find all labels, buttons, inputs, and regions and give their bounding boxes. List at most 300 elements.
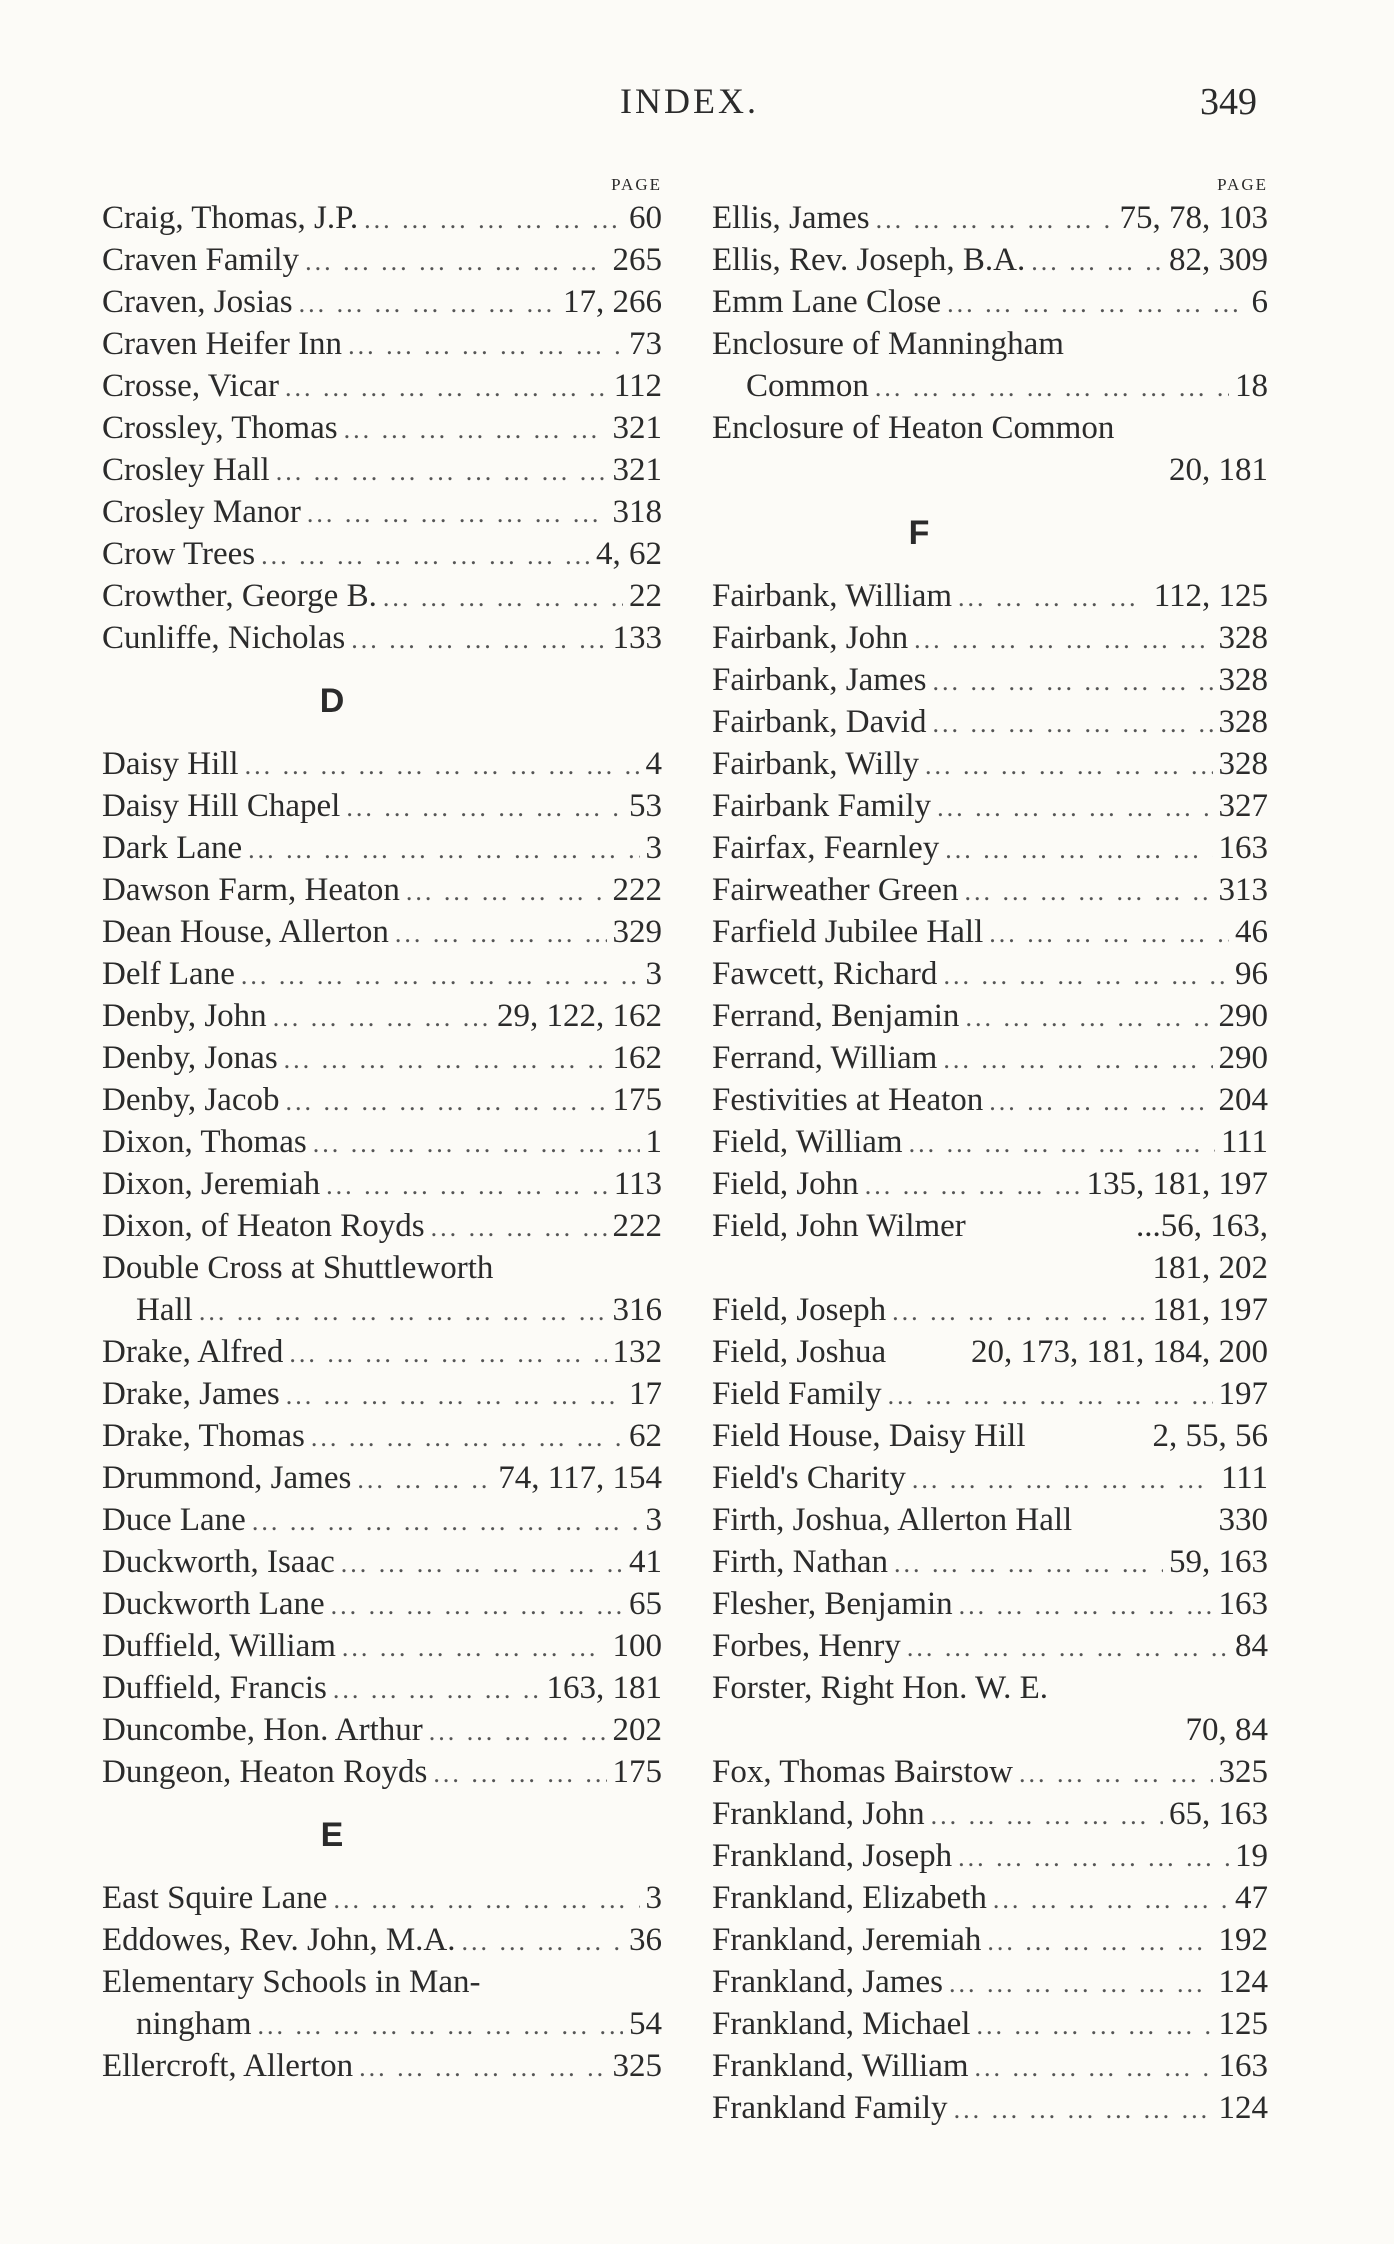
- leader-dots: [931, 1795, 1163, 1837]
- index-entry: [712, 1625, 1268, 1667]
- entry-pages: 17: [629, 1376, 662, 1412]
- index-entry: [712, 1079, 1268, 1121]
- index-entry: [102, 869, 662, 911]
- entry-pages: 135, 181, 197: [1086, 1166, 1268, 1202]
- entry-pages: 163, 181: [546, 1670, 662, 1706]
- leader-dots: [954, 2089, 1213, 2131]
- leader-dots: [894, 1543, 1163, 1585]
- entry-pages: 36: [629, 1922, 662, 1958]
- entry-name: Frankland, John: [712, 1796, 925, 1832]
- entry-pages: 163: [1218, 830, 1268, 866]
- entry-name: Drake, James: [102, 1376, 280, 1412]
- leader-dots: [989, 913, 1229, 955]
- entry-pages: 328: [1218, 746, 1268, 782]
- entry-pages: 46: [1235, 914, 1268, 950]
- entry-name: East Squire Lane: [102, 1880, 328, 1916]
- index-entry: [102, 1079, 662, 1121]
- entry-name: Ellercroft, Allerton: [102, 2048, 354, 2084]
- leader-dots: [261, 535, 590, 577]
- entry-pages: 4, 62: [596, 536, 662, 572]
- index-entry: [712, 1835, 1268, 1877]
- index-entry: [102, 1541, 662, 1583]
- index-entry-line: [102, 1961, 662, 2003]
- entry-pages: 175: [612, 1082, 662, 1118]
- index-entry-line: Enclosure of Heaton Common: [712, 410, 1115, 446]
- entry-name: Field, John Wilmer: [712, 1208, 966, 1244]
- index-entry: [712, 2045, 1268, 2087]
- entry-pages: 3: [645, 1880, 662, 1916]
- entry-name: Craven Heifer Inn: [102, 326, 343, 362]
- entry-name: Field, Joshua: [712, 1334, 887, 1370]
- index-entry: [102, 743, 662, 785]
- index-entry: [712, 1331, 1268, 1373]
- leader-dots: [333, 1879, 639, 1921]
- entry-name: Eddowes, Rev. John, M.A.: [102, 1922, 456, 1958]
- index-entry: [712, 995, 1268, 1037]
- entry-name: Denby, John: [102, 998, 267, 1034]
- entry-pages: 318: [612, 494, 662, 530]
- entry-name: Duckworth Lane: [102, 1586, 325, 1622]
- leader-dots: [912, 1459, 1215, 1501]
- entry-name: Ellis, James: [712, 200, 870, 236]
- entry-pages: 163: [1218, 1586, 1268, 1622]
- entry-pages: 162: [612, 1040, 662, 1076]
- entry-name: Delf Lane: [102, 956, 235, 992]
- entry-name: Frankland, Joseph: [712, 1838, 953, 1874]
- index-entry: [102, 365, 662, 407]
- leader-dots: [925, 745, 1212, 787]
- index-entry-line: Forster, Right Hon. W. E.: [712, 1670, 1049, 1706]
- entry-name: Fairbank, James: [712, 662, 927, 698]
- entry-pages: 3: [645, 830, 662, 866]
- right-column: [712, 173, 1268, 2129]
- leader-dots: [429, 1711, 607, 1753]
- entry-name: Ellis, Rev. Joseph, B.A.: [712, 242, 1026, 278]
- index-entry: [712, 1163, 1268, 1205]
- leader-dots: [248, 829, 639, 871]
- entry-name: Daisy Hill: [102, 746, 239, 782]
- entry-pages: 20, 173, 181, 184, 200: [971, 1334, 1268, 1370]
- index-entry: [102, 323, 662, 365]
- leader-dots: [943, 955, 1229, 997]
- entry-pages: 132: [612, 1334, 662, 1370]
- entry-name: Firth, Nathan: [712, 1544, 888, 1580]
- leader-dots: [937, 787, 1212, 829]
- page-column-label: PAGE: [1217, 175, 1268, 194]
- entry-pages: 125: [1218, 2006, 1268, 2042]
- index-entry: [102, 1163, 662, 1205]
- leader-dots: [333, 1669, 541, 1711]
- entry-name: Dark Lane: [102, 830, 243, 866]
- index-entry: [102, 1499, 662, 1541]
- entry-pages: 82, 309: [1169, 242, 1268, 278]
- leader-dots: [307, 493, 607, 535]
- entry-pages: 18: [1235, 368, 1268, 404]
- entry-pages: 192: [1218, 1922, 1268, 1958]
- leader-dots: [406, 871, 607, 913]
- index-entry: [712, 785, 1268, 827]
- entry-pages: 329: [612, 914, 662, 950]
- entry-pages: 321: [612, 410, 662, 446]
- entry-pages: 84: [1235, 1628, 1268, 1664]
- index-entry: [712, 2087, 1268, 2129]
- entry-name: Fairbank, William: [712, 578, 953, 614]
- index-entry: [712, 1961, 1268, 2003]
- page-column-label: PAGE: [611, 175, 662, 194]
- leader-dots: [351, 619, 606, 661]
- leader-dots: [359, 2047, 606, 2089]
- index-entry: [712, 701, 1268, 743]
- index-entry: [712, 1793, 1268, 1835]
- entry-pages: 181, 202: [1152, 1250, 1268, 1286]
- entry-pages: 65: [629, 1586, 662, 1622]
- entry-pages: 124: [1218, 2090, 1268, 2126]
- entry-pages: 112, 125: [1153, 578, 1268, 614]
- entry-pages: 124: [1218, 1964, 1268, 2000]
- entry-pages: 202: [612, 1712, 662, 1748]
- index-entry-line: Double Cross at Shuttleworth: [102, 1250, 494, 1286]
- index-entry: [102, 1709, 662, 1751]
- entry-name: Ferrand, Benjamin: [712, 998, 960, 1034]
- index-entry: [102, 2045, 662, 2087]
- entry-name: Fairbank Family: [712, 788, 932, 824]
- entry-name: Frankland, Michael: [712, 2006, 971, 2042]
- index-entry: [102, 1037, 662, 1079]
- index-entry: [102, 281, 662, 323]
- index-entry: [712, 1499, 1268, 1541]
- leader-dots: [907, 1627, 1229, 1669]
- entry-pages: 6: [1251, 284, 1268, 320]
- entry-pages: 113: [613, 1166, 662, 1202]
- index-entry: [102, 1583, 662, 1625]
- index-entry: [102, 1331, 662, 1373]
- entry-name: Field's Charity: [712, 1460, 906, 1496]
- index-entry: [712, 575, 1268, 617]
- leader-dots: [876, 199, 1114, 241]
- entry-pages: 70, 84: [1185, 1712, 1268, 1748]
- index-entry: [102, 1457, 662, 1499]
- index-entry: [712, 365, 1268, 407]
- entry-text: Elementary Schools in Man-: [102, 1964, 481, 2000]
- entry-pages: 328: [1218, 620, 1268, 656]
- entry-name: Dungeon, Heaton Royds: [102, 1754, 428, 1790]
- entry-name: Field, Joseph: [712, 1292, 887, 1328]
- entry-name: Flesher, Benjamin: [712, 1586, 953, 1622]
- entry-name: ningham: [136, 2006, 252, 2042]
- page-title: INDEX.: [620, 81, 759, 121]
- index-entry: [712, 2003, 1268, 2045]
- entry-pages: 29, 122, 162: [497, 998, 662, 1034]
- index-entry: [102, 1667, 662, 1709]
- entry-pages: 60: [629, 200, 662, 236]
- index-entry: [712, 1289, 1268, 1331]
- entry-pages: 4: [645, 746, 662, 782]
- leader-dots: [875, 367, 1229, 409]
- entry-name: Ferrand, William: [712, 1040, 938, 1076]
- entry-name: Crosley Hall: [102, 452, 270, 488]
- leader-dots: [241, 955, 640, 997]
- entry-name: Fairweather Green: [712, 872, 959, 908]
- leader-dots: [987, 1921, 1212, 1963]
- entry-pages: 2, 55, 56: [1152, 1418, 1268, 1454]
- leader-dots: [976, 2005, 1212, 2047]
- index-entry: [102, 1919, 662, 1961]
- running-head: [0, 80, 1394, 130]
- leader-dots: [1019, 1753, 1213, 1795]
- index-entry: [102, 491, 662, 533]
- leader-dots: [989, 1081, 1212, 1123]
- leader-dots: [975, 2047, 1213, 2089]
- index-entry: [712, 1457, 1268, 1499]
- index-entry: [102, 2003, 662, 2045]
- entry-name: Frankland, Elizabeth: [712, 1880, 987, 1916]
- section-letter-e: E: [320, 1816, 344, 1854]
- entry-name: Dean House, Allerton: [102, 914, 389, 950]
- index-entry: [102, 239, 662, 281]
- entry-pages: 22: [629, 578, 662, 614]
- leader-dots: [257, 2005, 623, 2047]
- leader-dots: [431, 1207, 607, 1249]
- leader-dots: [252, 1501, 640, 1543]
- entry-name: Common: [746, 368, 869, 404]
- entry-pages: 290: [1218, 1040, 1268, 1076]
- leader-dots: [313, 1123, 640, 1165]
- leader-dots: [949, 1963, 1213, 2005]
- entry-name: Fairfax, Fearnley: [712, 830, 940, 866]
- leader-dots: [305, 241, 606, 283]
- index-entry: [712, 659, 1268, 701]
- leader-dots: [342, 1627, 607, 1669]
- index-entry: [712, 1877, 1268, 1919]
- leader-dots: [285, 1081, 606, 1123]
- leader-dots: [284, 1039, 607, 1081]
- entry-name: Dawson Farm, Heaton: [102, 872, 400, 908]
- entry-pages: 74, 117, 154: [498, 1460, 662, 1496]
- index-entry: [712, 1037, 1268, 1079]
- entry-name: Duffield, Francis: [102, 1670, 327, 1706]
- leader-dots: [462, 1921, 623, 1963]
- entry-pages: 327: [1218, 788, 1268, 824]
- leader-dots: [299, 283, 557, 325]
- entry-pages: 59, 163: [1169, 1544, 1268, 1580]
- index-entry: [712, 281, 1268, 323]
- entry-pages: 181, 197: [1152, 1292, 1268, 1328]
- entry-name: Drummond, James: [102, 1460, 352, 1496]
- leader-dots: [344, 409, 607, 451]
- index-entry: [712, 1919, 1268, 1961]
- index-entry: [102, 449, 662, 491]
- entry-name: Fawcett, Richard: [712, 956, 938, 992]
- leader-dots: [965, 997, 1212, 1039]
- leader-dots: [273, 997, 491, 1039]
- entry-name: Crossley, Thomas: [102, 410, 338, 446]
- index-entry: [712, 1541, 1268, 1583]
- entry-pages: ...56, 163,: [1136, 1208, 1268, 1244]
- entry-pages: 321: [612, 452, 662, 488]
- entry-name: Forbes, Henry: [712, 1628, 901, 1664]
- page-number: 349: [1200, 81, 1257, 123]
- index-entry: [102, 575, 662, 617]
- leader-dots: [865, 1165, 1081, 1207]
- leader-dots: [959, 1585, 1213, 1627]
- entry-name: Duffield, William: [102, 1628, 336, 1664]
- entry-name: Fairbank, John: [712, 620, 909, 656]
- leader-dots: [311, 1417, 623, 1459]
- entry-name: Hall: [136, 1292, 193, 1328]
- entry-pages: 316: [612, 1292, 662, 1328]
- entry-name: Craven Family: [102, 242, 300, 278]
- entry-pages: 75, 78, 103: [1119, 200, 1268, 236]
- entry-pages: 163: [1218, 2048, 1268, 2084]
- entry-pages: 265: [612, 242, 662, 278]
- index-entry: [712, 617, 1268, 659]
- entry-pages: 204: [1218, 1082, 1268, 1118]
- leader-dots: [326, 1165, 608, 1207]
- entry-name: Emm Lane Close: [712, 284, 942, 320]
- index-entry: [712, 869, 1268, 911]
- index-entry: [102, 953, 662, 995]
- entry-pages: 313: [1218, 872, 1268, 908]
- entry-pages: 62: [629, 1418, 662, 1454]
- leader-dots: [289, 1333, 606, 1375]
- section-letter-f: F: [908, 514, 930, 552]
- index-entry: [102, 197, 662, 239]
- leader-dots: [993, 1879, 1229, 1921]
- entry-pages: 133: [612, 620, 662, 656]
- entry-name: Daisy Hill Chapel: [102, 788, 341, 824]
- leader-dots: [331, 1585, 623, 1627]
- index-entry: [102, 617, 662, 659]
- entry-name: Field Family: [712, 1376, 882, 1412]
- entry-pages: 328: [1218, 662, 1268, 698]
- entry-name: Field, William: [712, 1124, 903, 1160]
- leader-dots: [395, 913, 607, 955]
- entry-name: Craven, Josias: [102, 284, 293, 320]
- index-entry: [102, 1877, 662, 1919]
- entry-name: Duckworth, Isaac: [102, 1544, 335, 1580]
- leader-dots: [357, 1459, 492, 1501]
- entry-name: Cunliffe, Nicholas: [102, 620, 346, 656]
- entry-name: Crow Trees: [102, 536, 256, 572]
- leader-dots: [943, 1039, 1212, 1081]
- leader-dots: [958, 1837, 1229, 1879]
- leader-dots: [945, 829, 1212, 871]
- entry-pages: 96: [1235, 956, 1268, 992]
- entry-pages: 328: [1218, 704, 1268, 740]
- index-entry: [712, 743, 1268, 785]
- entry-name: Firth, Joshua, Allerton Hall: [712, 1502, 1073, 1538]
- index-entry: [712, 1121, 1268, 1163]
- index-entry-line: Enclosure of Manningham: [712, 326, 1064, 362]
- leader-dots: [888, 1375, 1213, 1417]
- leader-dots: [341, 1543, 623, 1585]
- left-column: [102, 173, 662, 2087]
- entry-pages: 17, 266: [563, 284, 662, 320]
- leader-dots: [1031, 241, 1163, 283]
- index-entry: [712, 239, 1268, 281]
- entry-name: Duncombe, Hon. Arthur: [102, 1712, 423, 1748]
- entry-name: Festivities at Heaton: [712, 1082, 984, 1118]
- index-entry: [712, 911, 1268, 953]
- entry-pages: 112: [613, 368, 662, 404]
- leader-dots: [199, 1291, 607, 1333]
- entry-name: Craig, Thomas, J.P.: [102, 200, 359, 236]
- index-entry: [102, 911, 662, 953]
- entry-name: Fairbank, David: [712, 704, 927, 740]
- entry-name: Dixon, Thomas: [102, 1124, 307, 1160]
- index-entry: [102, 1415, 662, 1457]
- entry-name: Crosse, Vicar: [102, 368, 280, 404]
- entry-pages: 325: [1218, 1754, 1268, 1790]
- index-entry: [102, 1625, 662, 1667]
- index-entry: [102, 1373, 662, 1415]
- entry-pages: 290: [1218, 998, 1268, 1034]
- entry-pages: 111: [1220, 1460, 1268, 1496]
- leader-dots: [892, 1291, 1146, 1333]
- index-entry: [102, 827, 662, 869]
- leader-dots: [914, 619, 1212, 661]
- entry-pages: 73: [629, 326, 662, 362]
- entry-name: Frankland Family: [712, 2090, 948, 2126]
- entry-name: Denby, Jacob: [102, 1082, 280, 1118]
- entry-pages: 111: [1220, 1124, 1268, 1160]
- leader-dots: [964, 871, 1212, 913]
- entry-name: Frankland, James: [712, 1964, 943, 2000]
- entry-name: Farfield Jubilee Hall: [712, 914, 984, 950]
- leader-dots: [348, 325, 623, 367]
- entry-name: Frankland, William: [712, 2048, 969, 2084]
- entry-name: Fairbank, Willy: [712, 746, 920, 782]
- entry-pages: 20, 181: [1169, 452, 1268, 488]
- entry-pages: 19: [1235, 1838, 1268, 1874]
- entry-pages: 325: [612, 2048, 662, 2084]
- leader-dots: [383, 577, 623, 619]
- entry-name: Denby, Jonas: [102, 1040, 278, 1076]
- entry-name: Dixon, Jeremiah: [102, 1166, 321, 1202]
- entry-pages: 175: [612, 1754, 662, 1790]
- index-entry: [712, 197, 1268, 239]
- entry-pages: 65, 163: [1169, 1796, 1268, 1832]
- entry-pages: 222: [612, 872, 662, 908]
- index-entry: [102, 407, 662, 449]
- index-entry: [102, 533, 662, 575]
- leader-dots: [276, 451, 607, 493]
- index-entry: [102, 1289, 662, 1331]
- leader-dots: [346, 787, 623, 829]
- index-entry: [712, 1373, 1268, 1415]
- index-entry: [102, 995, 662, 1037]
- entry-pages: 54: [629, 2006, 662, 2042]
- index-entry: [102, 1751, 662, 1793]
- index-entry: [102, 785, 662, 827]
- index-entry: [102, 1205, 662, 1247]
- leader-dots: [947, 283, 1245, 325]
- entry-name: Drake, Alfred: [102, 1334, 284, 1370]
- leader-dots: [958, 577, 1148, 619]
- entry-name: Fox, Thomas Bairstow: [712, 1754, 1013, 1790]
- entry-name: Dixon, of Heaton Royds: [102, 1208, 425, 1244]
- entry-pages: 100: [612, 1628, 662, 1664]
- entry-pages: 53: [629, 788, 662, 824]
- leader-dots: [364, 199, 623, 241]
- leader-dots: [286, 1375, 623, 1417]
- entry-pages: 3: [645, 1502, 662, 1538]
- index-entry: [712, 953, 1268, 995]
- leader-dots: [285, 367, 608, 409]
- entry-pages: 222: [612, 1208, 662, 1244]
- entry-pages: 47: [1235, 1880, 1268, 1916]
- leader-dots: [932, 661, 1212, 703]
